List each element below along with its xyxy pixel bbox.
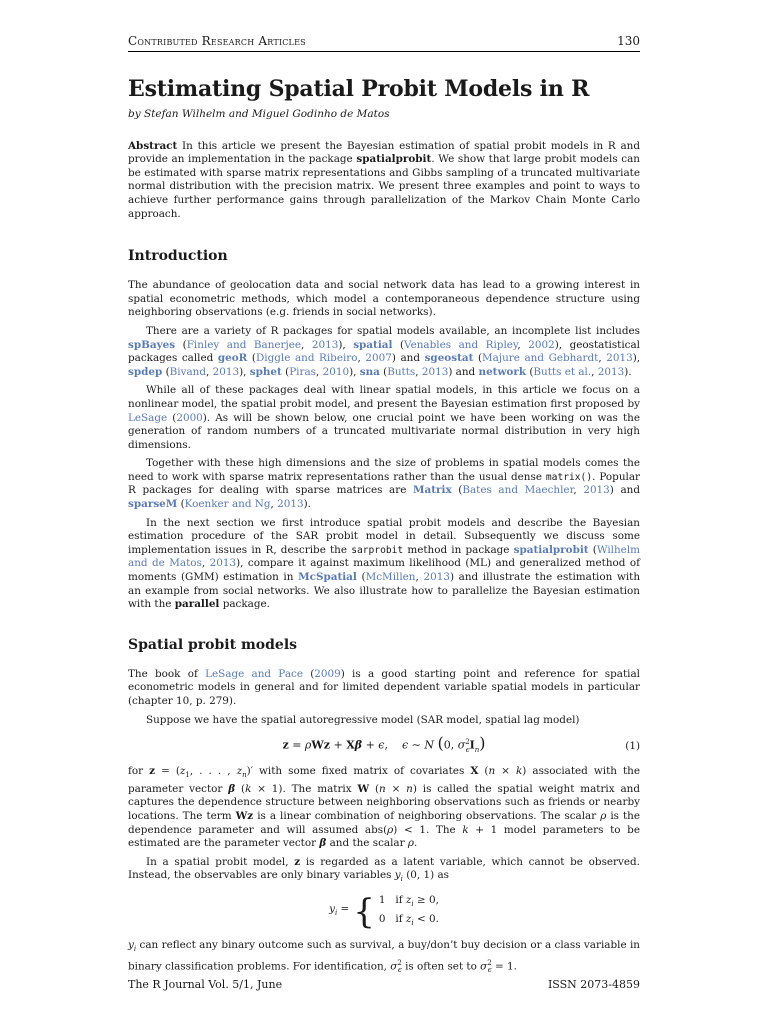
cite-mcmillen[interactable]: McMillen	[365, 571, 416, 584]
cite-venables-year[interactable]: 2002	[528, 338, 555, 351]
article-body	[128, 76, 640, 978]
cite-wilhelm-year[interactable]: 2013	[209, 557, 237, 570]
cite-bates[interactable]: Bates and Maechler	[462, 484, 574, 497]
link-sparsem[interactable]: sparseM	[128, 498, 178, 511]
equation-1-number: (1)	[625, 740, 640, 753]
cite-diggle[interactable]: Diggle and Ribeiro	[255, 352, 358, 365]
link-geor[interactable]: geoR	[217, 352, 248, 365]
cite-butts-year[interactable]: 2013	[421, 365, 449, 378]
link-mcspatial[interactable]: McSpatial	[298, 571, 357, 584]
link-spatialprobit[interactable]: spatialprobit	[513, 543, 589, 556]
cite-koenker[interactable]: Koenker and Ng	[184, 498, 271, 511]
cite-bivand-year[interactable]: 2013	[212, 365, 240, 378]
spm-paragraph-1: The book of LeSage and Pace (2009) is a good starting point and reference for spatial econometric models in general and for limited dependent variable spatial models in particular (chapter 10, p. 279).	[128, 667, 641, 707]
spm-paragraph-4: In a spatial probit model, z is regarded as a latent variable, which cannot be observed. Instead, the observables are only binary variables $y_i$ (0, 1) as	[128, 855, 640, 884]
link-spdep[interactable]: spdep	[128, 365, 163, 378]
link-matrix[interactable]: Matrix	[412, 484, 452, 497]
pkg-parallel: parallel	[174, 598, 220, 611]
cite-majure-year[interactable]: 2013	[606, 352, 633, 365]
cite-bates-year[interactable]: 2013	[583, 484, 610, 497]
code-sarprobit: sarprobit	[351, 544, 404, 556]
cite-venables[interactable]: Venables and Ripley	[404, 338, 518, 351]
intro-paragraph-5: In the next section we first introduce spatial probit models and describe the Bayesian estimation procedure of the SAR probit model in detail. Subsequently we discuss some implementation issues in R, describe the sarprobit method in package spatialprobit (Wilhelm and de Matos, 2013), compare it against maximum likelihood (ML) and generalized method of moments (GMM) estimation in McSpatial (McMillen, 2013) and illustrate the estimation with an example from social networks. We also illustrate how to parallelize the Bayesian estimation with the parallel package.	[128, 516, 641, 611]
section-heading-introduction: Introduction	[128, 248, 228, 265]
spm-paragraph-2: Suppose we have the spatial autoregressive model (SAR model, spatial lag model)	[146, 713, 580, 726]
abstract-text: In this article we present the Bayesian estimation of spatial probit models in R and provide an implementation in the package	[128, 139, 640, 166]
link-network[interactable]: network	[478, 365, 527, 378]
cite-lesage[interactable]: LeSage	[128, 411, 168, 424]
link-spatial[interactable]: spatial	[353, 338, 393, 351]
spm-paragraph-5: $y_i$ can reflect any binary outcome such as survival, a buy/don’t buy decision or a class variable in binary classification problems. For identification, $\sigma^2_\epsilon$ is often set to $\sigma^2_\epsilon = 1$.	[128, 939, 640, 975]
running-header	[128, 30, 640, 52]
cite-majure[interactable]: Majure and Gebhardt	[482, 352, 599, 365]
cite-butts[interactable]: Butts	[387, 365, 416, 378]
cite-koenker-year[interactable]: 2013	[277, 498, 304, 511]
link-sphet[interactable]: sphet	[249, 365, 282, 378]
intro-paragraph-1: The abundance of geolocation data and social network data has lead to a growing interest in spatial econometric methods, which model a contemporaneous dependence structure using neighboring observations (e.g. friends in social networks).	[128, 279, 640, 319]
abstract-label: Abstract	[128, 139, 178, 152]
section-heading-spatial-probit-models: Spatial probit models	[128, 636, 298, 653]
intro-paragraph-4: Together with these high dimensions and the size of problems in spatial models comes the need to work with sparse matrix representations rather than the usual dense matrix(). Popular R packages for dealing with sparse matrices are Matrix (Bates and Maechler, 2013) and sparseM (Koenker and Ng, 2013).	[128, 457, 640, 511]
cite-piras-year[interactable]: 2010	[322, 365, 350, 378]
cite-wilhelm[interactable]: Wilhelm and de Matos	[128, 543, 640, 570]
equation-cases: $y_i$ = { 1 if $z_i \ge 0$, 0 if $z_i < 0$.	[329, 892, 439, 933]
abstract-text-2: . We show that large probit models can be estimated with sparse matrix representations and Gibbs sampling of a truncated multivariate normal distribution with the precision matrix. We present three examples and point to ways to achieve further performance gains through parallelization of the Markov Chain Monte Carlo approach.	[128, 153, 640, 220]
link-spbayes[interactable]: spBayes	[128, 338, 176, 351]
cite-lesage-pace-year[interactable]: 2009	[314, 667, 341, 680]
article-title: Estimating Spatial Probit Models in R	[128, 76, 590, 102]
article-authors: by Stefan Wilhelm and Miguel Godinho de Matos	[128, 108, 390, 120]
cite-lesage-year[interactable]: 2000	[176, 411, 203, 424]
cite-butts-etal[interactable]: Butts et al.	[533, 365, 592, 378]
abstract	[128, 140, 640, 222]
spm-paragraph-3: for $z = (z_1$, . . . , $z_n)'$ with some fixed matrix of covariates X (n × k) associated with the parameter vector β (k × 1). The matrix W (n × n) is called the spatial weight matrix and captures the dependence structure between neighboring observations such as friends or nearby locations. The term Wz is a linear combination of neighboring observations. The scalar ρ is the dependence parameter and will assumed abs(ρ) < 1. The k + 1 model parameters to be estimated are the parameter vector β and the scalar ρ.	[128, 765, 641, 850]
intro-paragraph-2: There are a variety of R packages for spatial models available, an incomplete list includes spBayes (Finley and Banerjee, 2013), spatial (Venables and Ripley, 2002), geostatistical packages called geoR (Diggle and Ribeiro, 2007) and sgeostat (Majure and Gebhardt, 2013), spdep (Bivand, 2013), sphet (Piras, 2010), sna (Butts, 2013) and network (Butts et al., 2013).	[128, 324, 641, 378]
cite-mcmillen-year[interactable]: 2013	[423, 571, 450, 584]
cite-lesage-pace[interactable]: LeSage and Pace	[205, 667, 303, 680]
cite-diggle-year[interactable]: 2007	[365, 352, 392, 365]
page-number: 130	[617, 34, 640, 48]
intro-paragraph-3: While all of these packages deal with linear spatial models, in this article we focus on a nonlinear model, the spatial probit model, and present the Bayesian estimation first proposed by LeSage (2000). As will be shown below, one crucial point we have been working on was the generation of random numbers of a truncated multivariate normal distribution in very high dimensions.	[128, 384, 640, 451]
equation-1	[128, 731, 640, 763]
cite-piras[interactable]: Piras	[289, 365, 316, 378]
pkg-spatialprobit: spatialprobit	[356, 153, 432, 166]
running-title: Contributed Research Articles	[128, 34, 306, 48]
footer-issn: ISSN 2073-4859	[547, 978, 640, 991]
page-footer	[128, 978, 640, 991]
code-matrix: matrix()	[545, 471, 593, 483]
cite-bivand[interactable]: Bivand	[169, 365, 206, 378]
link-sgeostat[interactable]: sgeostat	[424, 352, 474, 365]
cite-finley-year[interactable]: 2013	[311, 338, 339, 351]
link-sna[interactable]: sna	[359, 365, 380, 378]
equation-1-body: z = ρWz + Xβ + ϵ, ϵ ∼ N (0, $\sigma^2_\epsilon I_n$)	[282, 734, 486, 755]
footer-journal: The R Journal Vol. 5/1, June	[128, 978, 283, 991]
cite-butts-etal-year[interactable]: 2013	[597, 365, 625, 378]
cite-finley[interactable]: Finley and Banerjee	[186, 338, 302, 351]
